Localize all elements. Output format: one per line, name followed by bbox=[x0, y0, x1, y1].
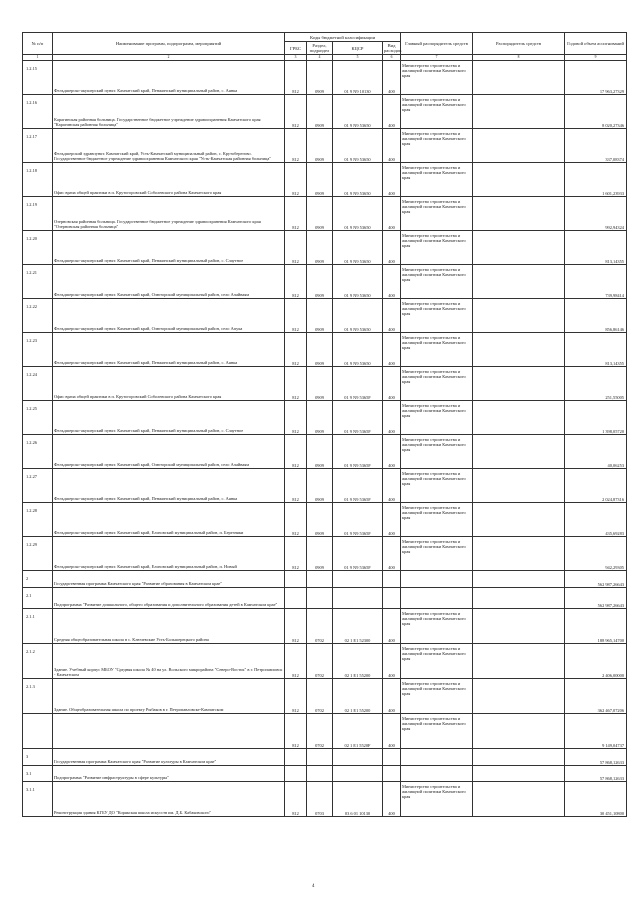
cell-dist bbox=[473, 714, 565, 749]
cell-empty bbox=[401, 749, 473, 766]
cell-section: 0909 bbox=[307, 61, 333, 95]
cell-grbs: 812 bbox=[285, 95, 307, 129]
cell-num: 3 bbox=[23, 749, 53, 766]
cell-empty bbox=[333, 571, 383, 588]
cell-amount: 435,69283 bbox=[565, 503, 627, 537]
cell-section: 0909 bbox=[307, 469, 333, 503]
cell-section: 0909 bbox=[307, 367, 333, 401]
cell-admin: Министерство строительства и жилищной политики Камчатского края bbox=[401, 367, 473, 401]
cell-admin: Министерство строительства и жилищной политики Камчатского края bbox=[401, 333, 473, 367]
header-distributor: Распорядитель средств bbox=[473, 33, 565, 55]
cell-ksr: 01 9 N9 5365F bbox=[333, 401, 383, 435]
cell-empty bbox=[473, 571, 565, 588]
cell-admin: Министерство строительства и жилищной политики Камчатского края bbox=[401, 61, 473, 95]
cell-dist bbox=[473, 197, 565, 231]
cell-amount: 362 467,07206 bbox=[565, 679, 627, 714]
cell-name: Карагинская районная больница. Государственное бюджетное учреждение здравоохранения Камчатского края "Карагинская районная больница" bbox=[53, 95, 285, 129]
cell-vr: 400 bbox=[383, 197, 401, 231]
cell-vr: 400 bbox=[383, 469, 401, 503]
cell-empty bbox=[401, 571, 473, 588]
cell-ksr: 01 9 N9 53650 bbox=[333, 197, 383, 231]
cell-vr: 400 bbox=[383, 714, 401, 749]
table-row bbox=[23, 537, 627, 571]
cell-grbs: 812 bbox=[285, 367, 307, 401]
cell-ksr: 01 9 N9 53650 bbox=[333, 231, 383, 265]
budget-table bbox=[22, 32, 627, 817]
cell-grbs: 812 bbox=[285, 435, 307, 469]
cell-empty bbox=[285, 588, 307, 609]
table-row bbox=[23, 714, 627, 749]
cell-num: 1.2.18 bbox=[23, 163, 53, 197]
cell-num: 1.2.21 bbox=[23, 265, 53, 299]
cell-name: Фельдшерско-акушерский пункт. Камчатский край, Елизовский муниципальный район, п. Березняки bbox=[53, 503, 285, 537]
header-ksr: КЦСР bbox=[333, 42, 383, 55]
cell-vr: 400 bbox=[383, 299, 401, 333]
cell-empty bbox=[285, 749, 307, 766]
program-row bbox=[23, 571, 627, 588]
cell-ksr: 01 9 N9 5365F bbox=[333, 503, 383, 537]
cell-num: 1.2.26 bbox=[23, 435, 53, 469]
cell-name: Фельдшерско-акушерский пункт. Камчатский край, Пенжинский муниципальный район, с. Слаутное bbox=[53, 401, 285, 435]
cell-admin: Министерство строительства и жилищной политики Камчатского края bbox=[401, 644, 473, 679]
cell-admin: Министерство строительства и жилищной политики Камчатского края bbox=[401, 265, 473, 299]
cell-vr: 400 bbox=[383, 163, 401, 197]
cell-grbs: 812 bbox=[285, 782, 307, 817]
cell-amount: 57 868,12633 bbox=[565, 749, 627, 766]
cell-amount: 30 451,10800 bbox=[565, 782, 627, 817]
cell-admin: Министерство строительства и жилищной политики Камчатского края bbox=[401, 299, 473, 333]
cell-admin: Министерство строительства и жилищной политики Камчатского края bbox=[401, 679, 473, 714]
column-number: 7 bbox=[401, 55, 473, 61]
cell-section: 0909 bbox=[307, 231, 333, 265]
cell-name: Подпрограмма "Развитие инфраструктуры в сфере культуры" bbox=[53, 766, 285, 782]
cell-admin: Министерство строительства и жилищной политики Камчатского края bbox=[401, 197, 473, 231]
column-number: 9 bbox=[565, 55, 627, 61]
column-number: 6 bbox=[383, 55, 401, 61]
cell-empty bbox=[473, 749, 565, 766]
cell-empty bbox=[285, 571, 307, 588]
cell-section: 0909 bbox=[307, 333, 333, 367]
cell-admin: Министерство строительства и жилищной политики Камчатского края bbox=[401, 231, 473, 265]
cell-empty bbox=[307, 749, 333, 766]
cell-vr: 400 bbox=[383, 401, 401, 435]
table-row bbox=[23, 503, 627, 537]
cell-amount: 813,14355 bbox=[565, 333, 627, 367]
cell-num: 1.2.28 bbox=[23, 503, 53, 537]
cell-grbs: 812 bbox=[285, 299, 307, 333]
cell-vr: 400 bbox=[383, 61, 401, 95]
cell-admin: Министерство строительства и жилищной политики Камчатского края bbox=[401, 537, 473, 571]
cell-amount: 17 963,27329 bbox=[565, 61, 627, 95]
cell-empty bbox=[333, 766, 383, 782]
cell-dist bbox=[473, 503, 565, 537]
cell-num: 1.2.15 bbox=[23, 61, 53, 95]
cell-ksr: 01 9 N9 53650 bbox=[333, 333, 383, 367]
cell-section: 0702 bbox=[307, 644, 333, 679]
cell-ksr: 02 1 E1 5520F bbox=[333, 714, 383, 749]
cell-name: Фельдшерско-акушерский пункт. Камчатский край, Олюторский муниципальный район, село Ачайваям bbox=[53, 265, 285, 299]
cell-amount: 1 398,05720 bbox=[565, 401, 627, 435]
cell-empty bbox=[401, 588, 473, 609]
cell-num: 1.2.19 bbox=[23, 197, 53, 231]
header-volume: Годовой объем ассигнований bbox=[565, 33, 627, 55]
table-row bbox=[23, 265, 627, 299]
page-number: 4 bbox=[312, 884, 315, 889]
cell-ksr: 02 1 E1 55200 bbox=[333, 644, 383, 679]
cell-section: 0909 bbox=[307, 163, 333, 197]
cell-dist bbox=[473, 231, 565, 265]
cell-vr: 400 bbox=[383, 679, 401, 714]
cell-name: Государственная программа Камчатского края "Развитие образования в Камчатском крае" bbox=[53, 571, 285, 588]
header-section: Раздел, подраздел bbox=[307, 42, 333, 55]
cell-vr: 400 bbox=[383, 367, 401, 401]
cell-empty bbox=[401, 766, 473, 782]
cell-dist bbox=[473, 367, 565, 401]
cell-section: 0909 bbox=[307, 503, 333, 537]
cell-admin: Министерство строительства и жилищной политики Камчатского края bbox=[401, 469, 473, 503]
cell-amount: 337,08374 bbox=[565, 129, 627, 163]
cell-vr: 400 bbox=[383, 129, 401, 163]
cell-ksr: 01 9 N9 53650 bbox=[333, 163, 383, 197]
cell-dist bbox=[473, 61, 565, 95]
cell-ksr: 01 9 N9 5365F bbox=[333, 469, 383, 503]
cell-section: 0703 bbox=[307, 782, 333, 817]
cell-num: 2.1 bbox=[23, 588, 53, 609]
table-row bbox=[23, 644, 627, 679]
cell-empty bbox=[383, 749, 401, 766]
cell-ksr: 02 1 E1 52300 bbox=[333, 609, 383, 644]
cell-dist bbox=[473, 679, 565, 714]
cell-ksr: 01 9 N9 53650 bbox=[333, 299, 383, 333]
cell-section: 0909 bbox=[307, 401, 333, 435]
cell-grbs: 812 bbox=[285, 163, 307, 197]
cell-name: Подпрограмма "Развитие дошкольного, общего образования и дополнительного образования детей в Камчатском крае" bbox=[53, 588, 285, 609]
cell-name: Государственная программа Камчатского края "Развитие культуры в Камчатском крае" bbox=[53, 749, 285, 766]
cell-dist bbox=[473, 469, 565, 503]
cell-empty bbox=[307, 588, 333, 609]
table-row bbox=[23, 782, 627, 817]
cell-grbs: 812 bbox=[285, 197, 307, 231]
cell-amount: 8 020,27346 bbox=[565, 95, 627, 129]
cell-num: 2 bbox=[23, 571, 53, 588]
cell-empty bbox=[333, 749, 383, 766]
cell-empty bbox=[285, 766, 307, 782]
cell-vr: 400 bbox=[383, 435, 401, 469]
cell-vr: 400 bbox=[383, 644, 401, 679]
table-row bbox=[23, 401, 627, 435]
table-row bbox=[23, 95, 627, 129]
cell-amount: 9 149,04737 bbox=[565, 714, 627, 749]
cell-empty bbox=[473, 588, 565, 609]
cell-grbs: 812 bbox=[285, 469, 307, 503]
cell-admin: Министерство строительства и жилищной политики Камчатского края bbox=[401, 503, 473, 537]
table-row bbox=[23, 197, 627, 231]
cell-dist bbox=[473, 537, 565, 571]
table-row bbox=[23, 333, 627, 367]
cell-dist bbox=[473, 609, 565, 644]
cell-ksr: 01 9 N9 5365F bbox=[333, 537, 383, 571]
cell-admin: Министерство строительства и жилищной политики Камчатского края bbox=[401, 95, 473, 129]
cell-amount: 2 406,00000 bbox=[565, 644, 627, 679]
program-row bbox=[23, 749, 627, 766]
cell-amount: 40,06253 bbox=[565, 435, 627, 469]
cell-vr: 400 bbox=[383, 537, 401, 571]
cell-name: Офис врача общей практики в п. Крутогоровский Соболевского района Камчатского края bbox=[53, 367, 285, 401]
cell-name: Фельдшерско-акушерский пункт. Камчатский край, Олюторский муниципальный район, село Апука bbox=[53, 299, 285, 333]
header-name: Наименование программ, подпрограмм, мероприятий bbox=[53, 33, 285, 55]
cell-admin: Министерство строительства и жилищной политики Камчатского края bbox=[401, 129, 473, 163]
cell-grbs: 812 bbox=[285, 61, 307, 95]
table-row bbox=[23, 231, 627, 265]
cell-admin: Министерство строительства и жилищной политики Камчатского края bbox=[401, 714, 473, 749]
cell-empty bbox=[383, 588, 401, 609]
cell-section: 0909 bbox=[307, 197, 333, 231]
cell-amount: 856,86146 bbox=[565, 299, 627, 333]
cell-empty bbox=[383, 571, 401, 588]
cell-num: 1.2.24 bbox=[23, 367, 53, 401]
table-body bbox=[23, 61, 627, 817]
cell-name: Фельдшерско-акушерский пункт. Камчатский край, Пенжинский муниципальный район, с. Аянка bbox=[53, 333, 285, 367]
header-grbs: ГРБС bbox=[285, 42, 307, 55]
cell-amount: 739,98414 bbox=[565, 265, 627, 299]
cell-ksr: 03 6 01 10130 bbox=[333, 782, 383, 817]
cell-num: 1.2.25 bbox=[23, 401, 53, 435]
cell-ksr: 01 9 N9 5365F bbox=[333, 435, 383, 469]
cell-section: 0702 bbox=[307, 609, 333, 644]
cell-amount: 2 024,87316 bbox=[565, 469, 627, 503]
cell-num: 2.1.2 bbox=[23, 644, 53, 679]
header-admin: Главный распорядитель средств bbox=[401, 33, 473, 55]
cell-grbs: 812 bbox=[285, 537, 307, 571]
table-row bbox=[23, 61, 627, 95]
cell-grbs: 812 bbox=[285, 333, 307, 367]
cell-name: Средняя общеобразовательная школа в с. Ключевские Усть-Большерецкого района bbox=[53, 609, 285, 644]
cell-section: 0702 bbox=[307, 714, 333, 749]
table-row bbox=[23, 163, 627, 197]
cell-dist bbox=[473, 435, 565, 469]
cell-name bbox=[53, 714, 285, 749]
column-number: 4 bbox=[307, 55, 333, 61]
cell-name: Фельдшерско-акушерский пункт. Камчатский край, Пенжинский муниципальный район, с. Аянка bbox=[53, 469, 285, 503]
cell-amount: 942,29305 bbox=[565, 537, 627, 571]
header-num: № п/п bbox=[23, 33, 53, 55]
cell-dist bbox=[473, 129, 565, 163]
table-header bbox=[23, 33, 627, 61]
cell-section: 0909 bbox=[307, 299, 333, 333]
column-number: 3 bbox=[285, 55, 307, 61]
header-vr: Вид расходов bbox=[384, 43, 402, 53]
cell-vr: 400 bbox=[383, 95, 401, 129]
cell-dist bbox=[473, 95, 565, 129]
cell-name: Фельдшерский здравпункт. Камчатский край, Усть-Камчатский муниципальный район, с. Крутоберегово. Государственное бюджетное учреждение здравоохранения Камчатского края "Усть-Камчатская районная больница" bbox=[53, 129, 285, 163]
cell-name: Здание. Общеобразовательная школа по проекту Рыбаков в г. Петропавловске-Камчатском bbox=[53, 679, 285, 714]
cell-grbs: 812 bbox=[285, 644, 307, 679]
column-number: 5 bbox=[333, 55, 383, 61]
cell-dist bbox=[473, 163, 565, 197]
cell-ksr: 01 9 N9 53650 bbox=[333, 129, 383, 163]
table-row bbox=[23, 129, 627, 163]
cell-ksr: 01 9 N9 53650 bbox=[333, 265, 383, 299]
cell-vr: 400 bbox=[383, 609, 401, 644]
cell-grbs: 812 bbox=[285, 129, 307, 163]
cell-grbs: 812 bbox=[285, 679, 307, 714]
cell-name: Офис врача общей практики в п. Крутогоровский Соболевского района Камчатского края bbox=[53, 163, 285, 197]
cell-ksr: 01 9 N9 5365F bbox=[333, 367, 383, 401]
cell-name: Озерновская районная больница. Государственное бюджетное учреждение здравоохранения Камчатского края "Озерновская районная больница" bbox=[53, 197, 285, 231]
cell-dist bbox=[473, 782, 565, 817]
cell-name: Здание. Учебный корпус МБОУ "Средняя школа № 40 на ул. Вольского микрорайона "Северо-Восток" в г. Петропавловск - Камчатском bbox=[53, 644, 285, 679]
cell-ksr: 02 1 E1 55200 bbox=[333, 679, 383, 714]
table-row bbox=[23, 469, 627, 503]
cell-num: 2.1.1 bbox=[23, 609, 53, 644]
cell-empty bbox=[383, 766, 401, 782]
cell-grbs: 812 bbox=[285, 231, 307, 265]
cell-num: 1.2.29 bbox=[23, 537, 53, 571]
cell-section: 0909 bbox=[307, 435, 333, 469]
subprogram-row bbox=[23, 588, 627, 609]
cell-vr: 400 bbox=[383, 782, 401, 817]
header-codes-group: Коды бюджетной классификации bbox=[285, 33, 401, 42]
cell-num: 3.1.1 bbox=[23, 782, 53, 817]
cell-ksr: 01 9 N9 53650 bbox=[333, 95, 383, 129]
cell-empty bbox=[307, 766, 333, 782]
cell-amount: 251,55005 bbox=[565, 367, 627, 401]
cell-ksr: 01 9 N9 10130 bbox=[333, 61, 383, 95]
cell-vr: 400 bbox=[383, 265, 401, 299]
table-row bbox=[23, 435, 627, 469]
cell-empty bbox=[333, 588, 383, 609]
cell-num: 1.2.17 bbox=[23, 129, 53, 163]
cell-empty bbox=[307, 571, 333, 588]
cell-vr: 400 bbox=[383, 231, 401, 265]
cell-admin: Министерство строительства и жилищной политики Камчатского края bbox=[401, 782, 473, 817]
table-row bbox=[23, 679, 627, 714]
cell-admin: Министерство строительства и жилищной политики Камчатского края bbox=[401, 401, 473, 435]
cell-name: Фельдшерско-акушерский пункт. Камчатский край, Пенжинский муниципальный район, с. Слаутное bbox=[53, 231, 285, 265]
subprogram-row bbox=[23, 766, 627, 782]
column-number: 8 bbox=[473, 55, 565, 61]
cell-dist bbox=[473, 644, 565, 679]
cell-amount: 562 987,26643 bbox=[565, 588, 627, 609]
cell-grbs: 812 bbox=[285, 503, 307, 537]
cell-vr: 400 bbox=[383, 503, 401, 537]
cell-grbs: 812 bbox=[285, 265, 307, 299]
cell-amount: 562 987,26643 bbox=[565, 571, 627, 588]
cell-name: Фельдшерско-акушерский пункт. Камчатский край, Олюторский муниципальный район, село Ачайваям bbox=[53, 435, 285, 469]
cell-grbs: 812 bbox=[285, 714, 307, 749]
cell-amount: 992,94324 bbox=[565, 197, 627, 231]
column-number: 2 bbox=[53, 55, 285, 61]
table-row bbox=[23, 367, 627, 401]
cell-num: 1.2.16 bbox=[23, 95, 53, 129]
column-number: 1 bbox=[23, 55, 53, 61]
cell-amount: 57 868,12633 bbox=[565, 766, 627, 782]
cell-num bbox=[23, 714, 53, 749]
cell-num: 1.2.20 bbox=[23, 231, 53, 265]
cell-num: 1.2.22 bbox=[23, 299, 53, 333]
table-row bbox=[23, 299, 627, 333]
cell-num: 3.1 bbox=[23, 766, 53, 782]
cell-dist bbox=[473, 333, 565, 367]
table-row bbox=[23, 609, 627, 644]
cell-vr: 400 bbox=[383, 333, 401, 367]
cell-dist bbox=[473, 299, 565, 333]
cell-amount: 813,14355 bbox=[565, 231, 627, 265]
document-page bbox=[22, 32, 626, 817]
cell-empty bbox=[473, 766, 565, 782]
cell-name: Реконструкция здания КГБУ ДО "Корякская школа искусств им. Д.Б. Кабаковского" bbox=[53, 782, 285, 817]
cell-section: 0909 bbox=[307, 129, 333, 163]
cell-admin: Министерство строительства и жилищной политики Камчатского края bbox=[401, 435, 473, 469]
cell-amount: 1 601,23933 bbox=[565, 163, 627, 197]
cell-admin: Министерство строительства и жилищной политики Камчатского края bbox=[401, 163, 473, 197]
cell-grbs: 812 bbox=[285, 609, 307, 644]
cell-num: 2.1.3 bbox=[23, 679, 53, 714]
cell-section: 0702 bbox=[307, 679, 333, 714]
cell-name: Фельдшерско-акушерский пункт. Камчатский край, Елизовский муниципальный район, п. Новый bbox=[53, 537, 285, 571]
cell-dist bbox=[473, 401, 565, 435]
cell-name: Фельдшерско-акушерский пункт. Камчатский край, Пенжинский муниципальный район, с. Аянка bbox=[53, 61, 285, 95]
cell-dist bbox=[473, 265, 565, 299]
cell-num: 1.2.27 bbox=[23, 469, 53, 503]
cell-section: 0909 bbox=[307, 95, 333, 129]
cell-amount: 188 965,14700 bbox=[565, 609, 627, 644]
cell-admin: Министерство строительства и жилищной политики Камчатского края bbox=[401, 609, 473, 644]
cell-section: 0909 bbox=[307, 265, 333, 299]
cell-section: 0909 bbox=[307, 537, 333, 571]
cell-num: 1.2.23 bbox=[23, 333, 53, 367]
cell-grbs: 812 bbox=[285, 401, 307, 435]
